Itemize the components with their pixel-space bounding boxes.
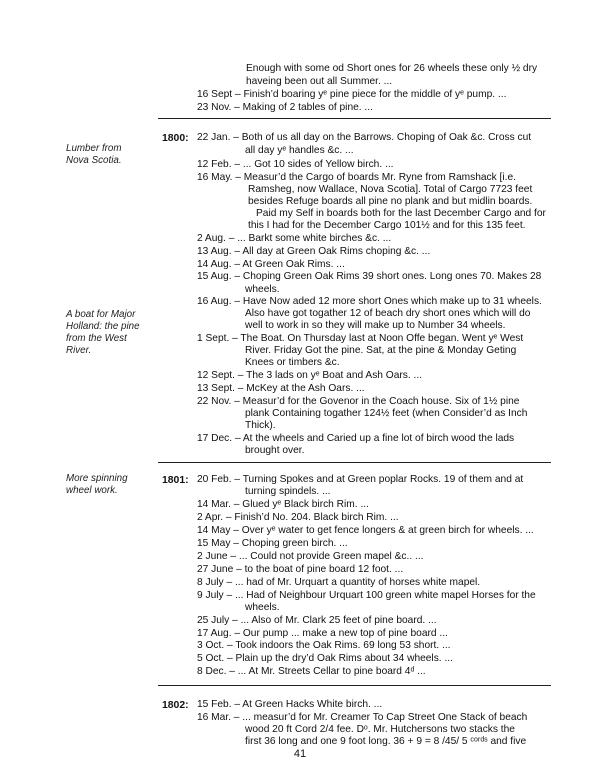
diary-line: Knees or timbers &c. bbox=[245, 357, 340, 368]
year-heading: 1802: bbox=[162, 700, 189, 711]
diary-line: 17 Aug. – Our pump ... make a new top of pine board ... bbox=[197, 628, 448, 639]
diary-line: 20 Feb. – Turning Spokes and at Green poplar Rocks. 19 of them and at bbox=[197, 474, 524, 485]
diary-line: Also have got togather 12 of beach dry short ones which will do bbox=[245, 308, 531, 319]
margin-note-line: Nova Scotia. bbox=[66, 155, 122, 166]
diary-line: all day yᵉ handles &c. ... bbox=[245, 145, 354, 156]
diary-line: 2 June – ... Could not provide Green mapel &c.. ... bbox=[197, 551, 424, 562]
diary-line: 14 Aug. – At Green Oak Rims. ... bbox=[197, 259, 345, 270]
section-divider bbox=[158, 462, 551, 463]
margin-note bbox=[66, 143, 122, 167]
diary-line: wheels. bbox=[245, 602, 280, 613]
diary-line: River. Friday Got the pine. Sat, at the pine & Monday Geting bbox=[245, 345, 517, 356]
diary-line: Thick). bbox=[245, 420, 276, 431]
intro-line: Enough with some od Short ones for 26 wheels these only ½ dry bbox=[246, 63, 538, 74]
diary-line: 3 Oct. – Took indoors the Oak Rims. 69 long 53 short. ... bbox=[197, 640, 451, 651]
diary-line: 12 Sept. – The 3 lads on yᵉ Boat and Ash Oars. ... bbox=[197, 370, 423, 381]
diary-line: 15 Feb. – At Green Hacks White birch. ... bbox=[197, 699, 383, 710]
margin-note-line: Holland: the pine bbox=[66, 321, 140, 332]
diary-line: first 36 long and one 9 foot long. 36 + 9 = 8 /45/ 5 ᶜᵒʳᵈˢ and five bbox=[245, 736, 527, 747]
diary-line: 1 Sept. – The Boat. On Thursday last at Noon Offe began. Went yᵉ West bbox=[197, 333, 524, 344]
year-heading: 1800: bbox=[162, 133, 189, 144]
diary-line: Paid my Self in boards both for the last December Cargo and for bbox=[256, 208, 546, 219]
section-divider bbox=[158, 118, 551, 119]
diary-line: plank Containing togather 124½ feet (when Consider’d as Inch bbox=[245, 408, 528, 419]
margin-note-line: A boat for Major bbox=[66, 309, 136, 320]
margin-note-line: River. bbox=[66, 345, 92, 356]
diary-line: wheels. bbox=[245, 284, 280, 295]
diary-line: Ramsheg, now Wallace, Nova Scotia]. Total of Cargo 7723 feet bbox=[248, 184, 533, 195]
margin-note-line: wheel work. bbox=[66, 485, 118, 496]
diary-line: 15 May – Choping green birch. ... bbox=[197, 538, 348, 549]
diary-line: 16 Mar. – ... measur’d for Mr. Creamer To Cap Street One Stack of beach bbox=[197, 712, 528, 723]
diary-line: besides Refuge boards all pine no plank and but midlin boards. bbox=[248, 196, 533, 207]
diary-line: 12 Feb. – ... Got 10 sides of Yellow birch. ... bbox=[197, 159, 394, 170]
intro-line: haveing been out all Summer. ... bbox=[246, 76, 393, 87]
diary-line: 25 July – ... Also of Mr. Clark 25 feet of pine board. ... bbox=[197, 615, 437, 626]
diary-line: 16 Aug. – Have Now aded 12 more short Ones which make up to 31 wheels. bbox=[197, 296, 542, 307]
diary-line: brought over. bbox=[245, 445, 305, 456]
diary-line: 13 Sept. – McKey at the Ash Oars. ... bbox=[197, 383, 365, 394]
margin-note-line: More spinning bbox=[66, 473, 128, 484]
diary-line: turning spindels. ... bbox=[245, 486, 331, 497]
intro-line: 23 Nov. – Making of 2 tables of pine. ... bbox=[197, 102, 373, 113]
diary-line: 22 Jan. – Both of us all day on the Barrows. Choping of Oak &c. Cross cut bbox=[197, 132, 532, 143]
diary-line: 8 Dec. – ... At Mr. Streets Cellar to pine board 4ᵈ ... bbox=[197, 666, 426, 677]
diary-line: 14 Mar. – Glued yᵉ Black birch Rim. ... bbox=[197, 499, 369, 510]
diary-line: 15 Aug. – Choping Green Oak Rims 39 short ones. Long ones 70. Makes 28 bbox=[197, 271, 542, 282]
diary-line: 16 May. – Measur’d the Cargo of boards Mr. Ryne from Ramshack [i.e. bbox=[197, 172, 516, 183]
margin-note-line: from the West bbox=[66, 333, 127, 344]
margin-note-line: Lumber from bbox=[66, 143, 122, 154]
intro-line: 16 Sept – Finish’d boaring yᵉ pine piece for the middle of yᵉ pump. ... bbox=[197, 89, 507, 100]
margin-note bbox=[66, 473, 128, 497]
diary-line: 13 Aug. – All day at Green Oak Rims choping &c. ... bbox=[197, 246, 431, 257]
diary-line: 9 July – ... Had of Neighbour Urquart 100 green white mapel Horses for the bbox=[197, 590, 536, 601]
diary-line: 14 May – Over yᵉ water to get fence longers & at green birch for wheels. ... bbox=[197, 525, 534, 536]
diary-line: 2 Aug. – ... Barkt some white birches &c. ... bbox=[197, 233, 392, 244]
section-divider bbox=[158, 685, 551, 686]
diary-line: well to work in so they will make up to Number 34 wheels. bbox=[245, 320, 506, 331]
diary-line: wood 20 ft Cord 2/4 fee. Dᵒ. Mr. Hutchersons two stacks the bbox=[245, 724, 515, 735]
diary-line: 2 Apr. – Finish’d No. 204. Black birch Rim. ... bbox=[197, 512, 399, 523]
page-number: 41 bbox=[293, 748, 307, 760]
diary-line: this I had for the December Cargo 101½ and for this 135 feet. bbox=[248, 220, 526, 231]
diary-line: 8 July – ... had of Mr. Urquart a quantity of horses white mapel. bbox=[197, 577, 481, 588]
diary-line: 17 Dec. – At the wheels and Caried up a fine lot of birch wood the lads bbox=[197, 433, 515, 444]
year-heading: 1801: bbox=[162, 475, 189, 486]
diary-line: 27 June – to the boat of pine board 12 foot. ... bbox=[197, 564, 404, 575]
margin-note bbox=[66, 309, 140, 357]
diary-line: 5 Oct. – Plain up the dry’d Oak Rims about 34 wheels. ... bbox=[197, 653, 453, 664]
diary-line: 22 Nov. – Measur’d for the Govenor in the Coach house. Six of 1½ pine bbox=[197, 396, 520, 407]
